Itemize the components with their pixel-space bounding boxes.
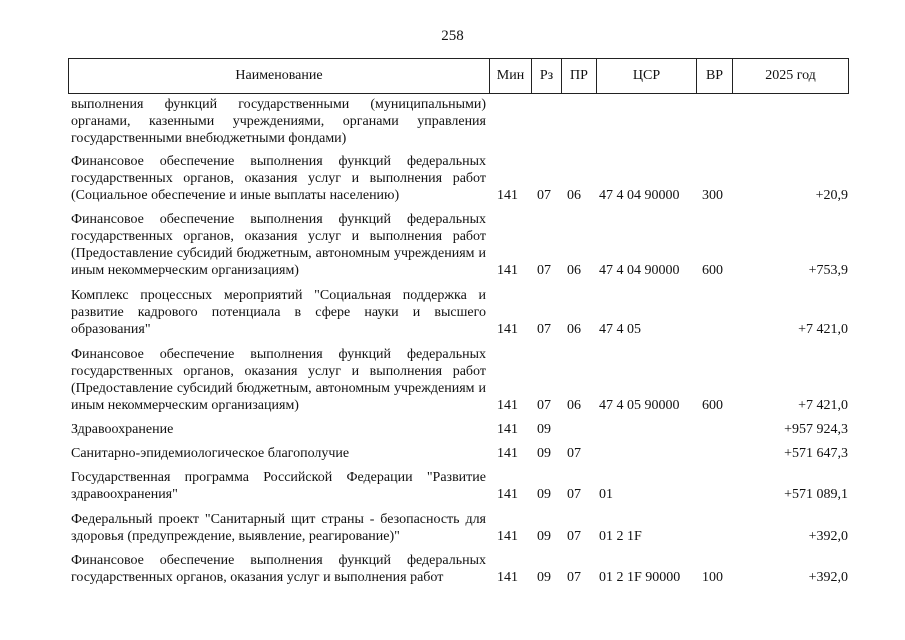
row-pr: 06 bbox=[567, 188, 581, 203]
header-min: Мин bbox=[489, 59, 531, 93]
row-csr: 01 2 1F 90000 bbox=[599, 570, 681, 585]
header-name: Наименование bbox=[235, 68, 323, 83]
row-min: 141 bbox=[497, 322, 518, 337]
row-rz: 09 bbox=[537, 422, 551, 437]
row-amount: +392,0 bbox=[808, 570, 848, 585]
row-min: 141 bbox=[497, 263, 518, 278]
row-csr: 47 4 05 90000 bbox=[599, 398, 680, 413]
row-min: 141 bbox=[497, 570, 518, 585]
header-rz: Рз bbox=[531, 59, 561, 93]
row-min: 141 bbox=[497, 398, 518, 413]
row-name: Здравоохранение bbox=[71, 422, 174, 437]
row-csr: 01 2 1F bbox=[599, 529, 642, 544]
row-name: Государственная программа Российской Федерации "Развитие здравоохранения" bbox=[71, 470, 486, 502]
table-row bbox=[0, 421, 905, 438]
header-year: 2025 год bbox=[732, 59, 848, 93]
table-header bbox=[68, 58, 849, 94]
row-pr: 06 bbox=[567, 322, 581, 337]
header-csr: ЦСР bbox=[596, 59, 696, 93]
table-row bbox=[0, 445, 905, 462]
row-rz: 09 bbox=[537, 487, 551, 502]
table-row bbox=[0, 511, 905, 545]
row-amount: +571 089,1 bbox=[784, 487, 848, 502]
table-row bbox=[0, 287, 905, 338]
row-rz: 07 bbox=[537, 322, 551, 337]
row-vr: 100 bbox=[702, 570, 723, 585]
row-amount: +20,9 bbox=[815, 188, 848, 203]
table-row bbox=[0, 153, 905, 204]
table-row bbox=[0, 346, 905, 414]
row-pr: 06 bbox=[567, 398, 581, 413]
row-name: Финансовое обеспечение выполнения функций федеральных государственных органов, оказания услуг и выполнения работ bbox=[71, 553, 486, 585]
table-row bbox=[0, 211, 905, 279]
row-pr: 07 bbox=[567, 529, 581, 544]
row-amount: +392,0 bbox=[808, 529, 848, 544]
row-name: выполнения функций государственными (муниципальными) органами, казенными учреждениями, органами управления государственными внебюджетными фондами) bbox=[71, 97, 486, 146]
row-rz: 09 bbox=[537, 446, 551, 461]
row-name: Федеральный проект "Санитарный щит страны - безопасность для здоровья (предупреждение, выявление, реагирование)" bbox=[71, 512, 486, 544]
row-rz: 07 bbox=[537, 398, 551, 413]
row-name: Санитарно-эпидемиологическое благополучие bbox=[71, 446, 350, 461]
row-amount: +571 647,3 bbox=[784, 446, 848, 461]
table-row bbox=[0, 552, 905, 586]
row-pr: 07 bbox=[567, 446, 581, 461]
row-min: 141 bbox=[497, 446, 518, 461]
page-number: 258 bbox=[441, 28, 464, 44]
row-min: 141 bbox=[497, 422, 518, 437]
row-csr: 01 bbox=[599, 487, 613, 502]
row-name: Финансовое обеспечение выполнения функций федеральных государственных органов, оказания услуг и выполнения работ (Предоставление субсидий бюджетным, автономным учреждениям и иным некоммерческим организациям) bbox=[71, 212, 486, 278]
row-amount: +7 421,0 bbox=[798, 322, 848, 337]
row-pr: 07 bbox=[567, 487, 581, 502]
header-vr: ВР bbox=[696, 59, 732, 93]
row-min: 141 bbox=[497, 487, 518, 502]
row-rz: 09 bbox=[537, 529, 551, 544]
row-rz: 09 bbox=[537, 570, 551, 585]
row-rz: 07 bbox=[537, 263, 551, 278]
row-min: 141 bbox=[497, 529, 518, 544]
row-name: Комплекс процессных мероприятий "Социальная поддержка и развитие кадрового потенциала в сфере науки и высшего образования" bbox=[71, 288, 486, 337]
row-name: Финансовое обеспечение выполнения функций федеральных государственных органов, оказания услуг и выполнения работ (Предоставление субсидий бюджетным, автономным учреждениям и иным некоммерческим организациям) bbox=[71, 347, 486, 413]
row-name: Финансовое обеспечение выполнения функций федеральных государственных органов, оказания услуг и выполнения работ (Социальное обеспечение и иные выплаты населению) bbox=[71, 154, 486, 203]
row-csr: 47 4 04 90000 bbox=[599, 263, 680, 278]
row-pr: 07 bbox=[567, 570, 581, 585]
row-amount: +7 421,0 bbox=[798, 398, 848, 413]
row-csr: 47 4 04 90000 bbox=[599, 188, 680, 203]
row-vr: 600 bbox=[702, 398, 723, 413]
header-pr: ПР bbox=[561, 59, 596, 93]
row-rz: 07 bbox=[537, 188, 551, 203]
row-amount: +957 924,3 bbox=[784, 422, 848, 437]
row-vr: 600 bbox=[702, 263, 723, 278]
table-row bbox=[0, 469, 905, 503]
row-amount: +753,9 bbox=[808, 263, 848, 278]
row-csr: 47 4 05 bbox=[599, 322, 641, 337]
row-min: 141 bbox=[497, 188, 518, 203]
row-vr: 300 bbox=[702, 188, 723, 203]
row-pr: 06 bbox=[567, 263, 581, 278]
table-row bbox=[0, 96, 905, 147]
